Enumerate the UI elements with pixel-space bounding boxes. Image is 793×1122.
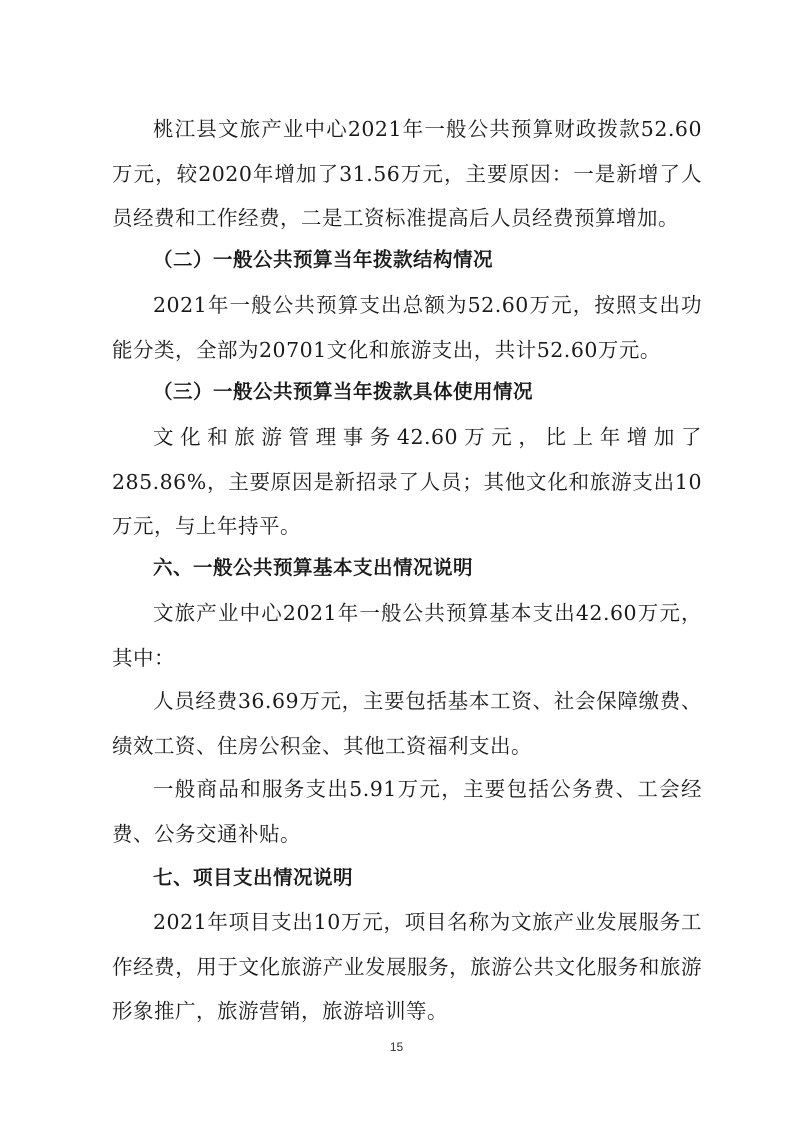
paragraph-specific-usage: 文化和旅游管理事务42.60万元，比上年增加了285.86%，主要原因是新招录了人员；其他文化和旅游支出10万元，与上年持平。: [112, 425, 702, 539]
paragraph-basic-expenditure: 文旅产业中心2021年一般公共预算基本支出42.60万元，其中：: [112, 601, 702, 670]
paragraph-budget-overview: 桃江县文旅产业中心2021年一般公共预算财政拨款52.60万元，较2020年增加了31.56万元，主要原因：一是新增了人员经费和工作经费，二是工资标准提高后人员经费预算增加。: [112, 117, 702, 231]
paragraph-allocation-structure: 2021年一般公共预算支出总额为52.60万元，按照支出功能分类，全部为20701文化和旅游支出，共计52.60万元。: [112, 293, 702, 362]
section-heading-basic-expenditure: 六、一般公共预算基本支出情况说明: [153, 556, 474, 579]
section-heading-specific-usage: （三）一般公共预算当年拨款具体使用情况: [153, 380, 534, 403]
paragraph-goods-services: 一般商品和服务支出5.91万元，主要包括公务费、工会经费、公务交通补贴。: [112, 777, 702, 846]
section-heading-project-expenditure: 七、项目支出情况说明: [153, 866, 354, 889]
section-heading-allocation-structure: （二）一般公共预算当年拨款结构情况: [153, 248, 494, 271]
page-number: 15: [389, 1040, 404, 1054]
paragraph-project-expenditure: 2021年项目支出10万元，项目名称为文旅产业发展服务工作经费，用于文化旅游产业发展服务，旅游公共文化服务和旅游形象推广，旅游营销，旅游培训等。: [112, 910, 702, 1024]
paragraph-personnel-expenses: 人员经费36.69万元，主要包括基本工资、社会保障缴费、绩效工资、住房公积金、其他工资福利支出。: [112, 689, 702, 758]
